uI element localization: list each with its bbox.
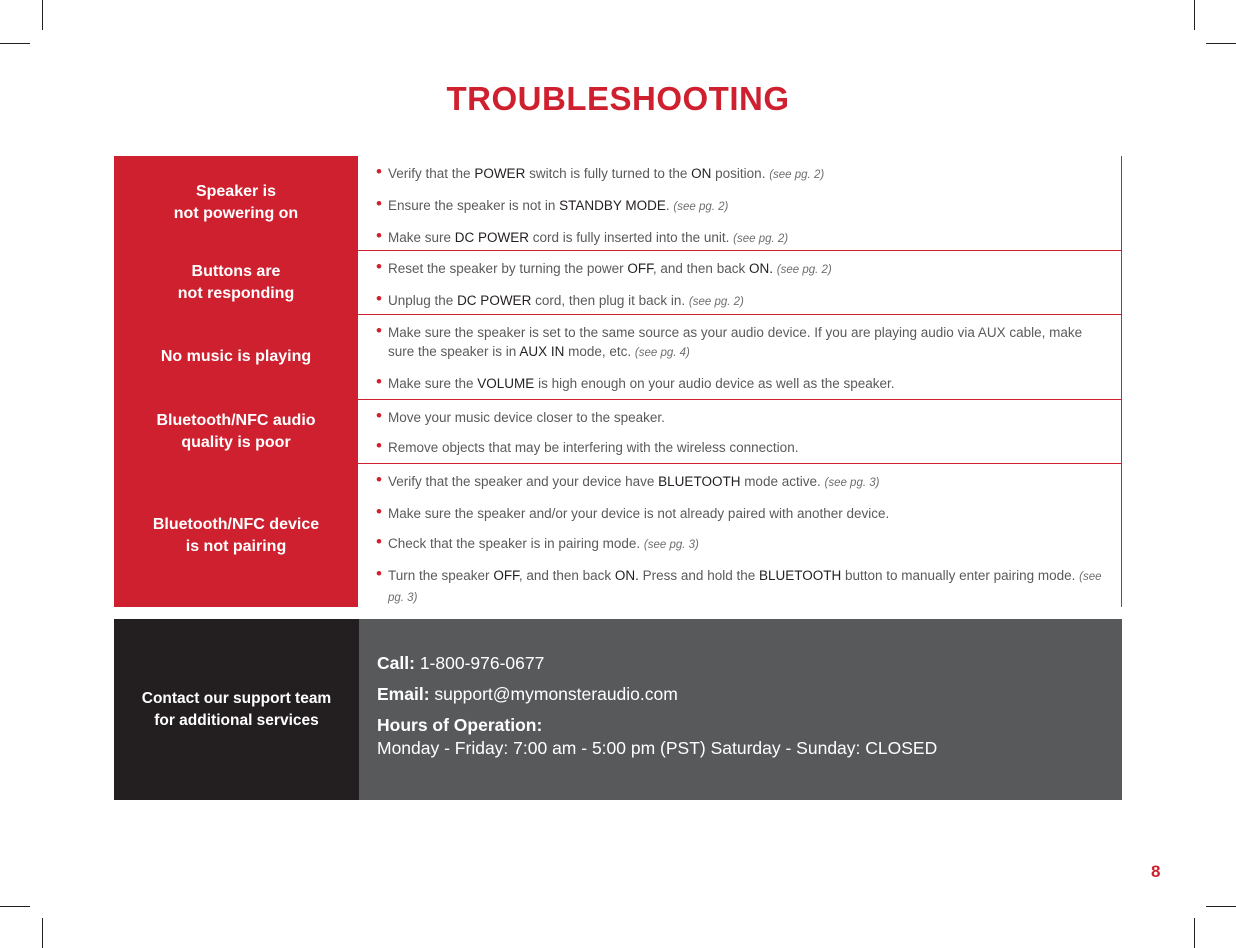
tip-text: cord, then plug it back in. [531,293,689,308]
tip-text: mode, etc. [564,344,635,359]
contact-call [377,652,1104,675]
bullet-icon: • [376,194,382,213]
issue-label [114,400,358,463]
issue-row [114,156,1122,251]
bullet-icon: • [376,532,382,551]
issue-label [114,251,358,314]
tip-keyword: ON. [748,261,773,276]
bullet-icon: • [376,289,382,308]
crop-mark [42,918,43,948]
tip-list [358,400,1122,463]
tip-keyword: BLUETOOTH [758,568,842,583]
crop-mark [42,0,43,30]
tip-text: , and then back [518,568,615,583]
tip-item [376,472,1111,493]
tip-text: switch is fully turned to the [525,166,692,181]
issue-label-line: is not pairing [185,537,287,555]
issue-label [114,464,358,607]
hours-label: Hours of Operation: [377,715,543,735]
issue-label-line: Buttons are [191,262,281,280]
crop-mark [0,906,30,907]
crop-mark [1206,43,1236,44]
tip-text: Make sure the [388,376,478,391]
bullet-icon: • [376,502,382,521]
tip-text: cord is fully inserted into the unit. [529,230,734,245]
page-reference: (see pg. 3) [643,539,699,551]
page-reference: (see pg. 3) [388,571,1102,604]
crop-mark [1194,0,1195,30]
tip-list [358,156,1122,250]
page-reference: (see pg. 4) [634,347,690,359]
tip-item [376,196,1111,217]
contact-info [359,619,1122,800]
issue-label [114,156,358,250]
tip-keyword: OFF [493,568,519,583]
bullet-icon: • [376,372,382,391]
contact-panel [114,619,1122,800]
bullet-icon: • [376,470,382,489]
tip-text: is high enough on your audio device as well as the speaker. [534,376,895,391]
tip-keyword: DC POWER [457,293,532,308]
issue-label-line: No music is playing [160,348,312,365]
tip-text: Press and hold the [638,568,759,583]
tip-keyword: OFF [627,261,653,276]
page-reference: (see pg. 2) [688,296,744,308]
tip-text: Reset the speaker by turning the power [388,261,628,276]
tip-text: , and then back [652,261,749,276]
crop-mark [1194,918,1195,948]
tip-text: Remove objects that may be interfering with the wireless connection. [388,440,799,455]
troubleshooting-table [114,156,1122,607]
tip-text: Check that the speaker is in pairing mode. [388,536,644,551]
bullet-icon: • [376,257,382,276]
tip-item [376,323,1111,363]
issue-row [114,251,1122,315]
tip-keyword: DC POWER [454,230,530,245]
tip-text: Make sure the speaker is set to the same source as your audio device. If you are playing audio via AUX cable, make sure the speaker is in [388,325,1083,359]
tip-text: button to manually enter pairing mode. [841,568,1080,583]
tip-list [358,251,1122,314]
tip-keyword: VOLUME [477,376,535,391]
tip-text: Verify that the [388,166,475,181]
issue-label-line: Speaker is [195,183,277,200]
page-reference: (see pg. 2) [673,201,729,213]
tip-keyword: STANDBY MODE [559,198,666,213]
tip-item [376,438,1111,457]
crop-mark [1206,906,1236,907]
page-reference: (see pg. 2) [769,169,825,181]
tip-text: Turn the speaker [388,568,494,583]
bullet-icon: • [376,321,382,340]
call-number[interactable]: 1-800-976-0677 [419,653,545,673]
tip-item [376,534,1111,555]
tip-keyword: POWER [474,166,526,181]
tip-text: Make sure the speaker and/or your device is not already paired with another device. [388,506,890,521]
contact-label [114,619,359,800]
tip-item [376,164,1111,185]
issue-row [114,400,1122,464]
bullet-icon: • [376,406,382,425]
email-address[interactable]: support@mymonsteraudio.com [434,684,678,704]
tip-item [376,566,1111,608]
crop-mark [0,43,30,44]
page-reference: (see pg. 2) [776,264,832,276]
contact-label-line: for additional services [154,711,319,729]
tip-item [376,408,1111,427]
tip-list [358,315,1122,399]
bullet-icon: • [376,226,382,245]
tip-text: Ensure the speaker is not in [388,198,560,213]
tip-keyword: AUX IN [519,344,565,359]
issue-label-line: Bluetooth/NFC device [152,515,320,533]
page-number: 8 [1151,862,1161,881]
tip-text: . [665,198,674,213]
issue-label-line: Bluetooth/NFC audio [156,411,316,429]
bullet-icon: • [376,162,382,181]
tip-text: position. [711,166,770,181]
tip-item [376,291,1111,312]
contact-label-line: Contact our support team [141,689,332,707]
email-label: Email: [377,684,430,704]
tip-item [376,374,1111,393]
issue-label-line: not responding [177,284,295,302]
page-reference: (see pg. 3) [824,477,880,489]
tip-text: Verify that the speaker and your device have [388,474,659,489]
tip-text: Move your music device closer to the speaker. [388,410,665,425]
tip-keyword: ON. [614,568,639,583]
issue-label-line: quality is poor [181,433,291,451]
tip-keyword: BLUETOOTH [658,474,741,489]
tip-text: Unplug the [388,293,458,308]
issue-label-line: not powering on [173,205,299,222]
tip-item [376,228,1111,249]
contact-email [377,683,1104,706]
contact-hours [377,714,1104,760]
issue-label [114,315,358,399]
tip-keyword: ON [691,166,712,181]
tip-text: Make sure [388,230,455,245]
tip-item [376,504,1111,523]
bullet-icon: • [376,436,382,455]
tip-list [358,464,1122,607]
page-reference: (see pg. 2) [733,233,789,245]
page-title: TROUBLESHOOTING [446,80,790,117]
issue-row [114,315,1122,400]
tip-text: mode active. [740,474,825,489]
issue-row [114,464,1122,607]
bullet-icon: • [376,564,382,583]
tip-item [376,259,1111,280]
hours-value: Monday - Friday: 7:00 am - 5:00 pm (PST) Saturday - Sunday: CLOSED [377,738,938,758]
call-label: Call: [377,653,415,673]
